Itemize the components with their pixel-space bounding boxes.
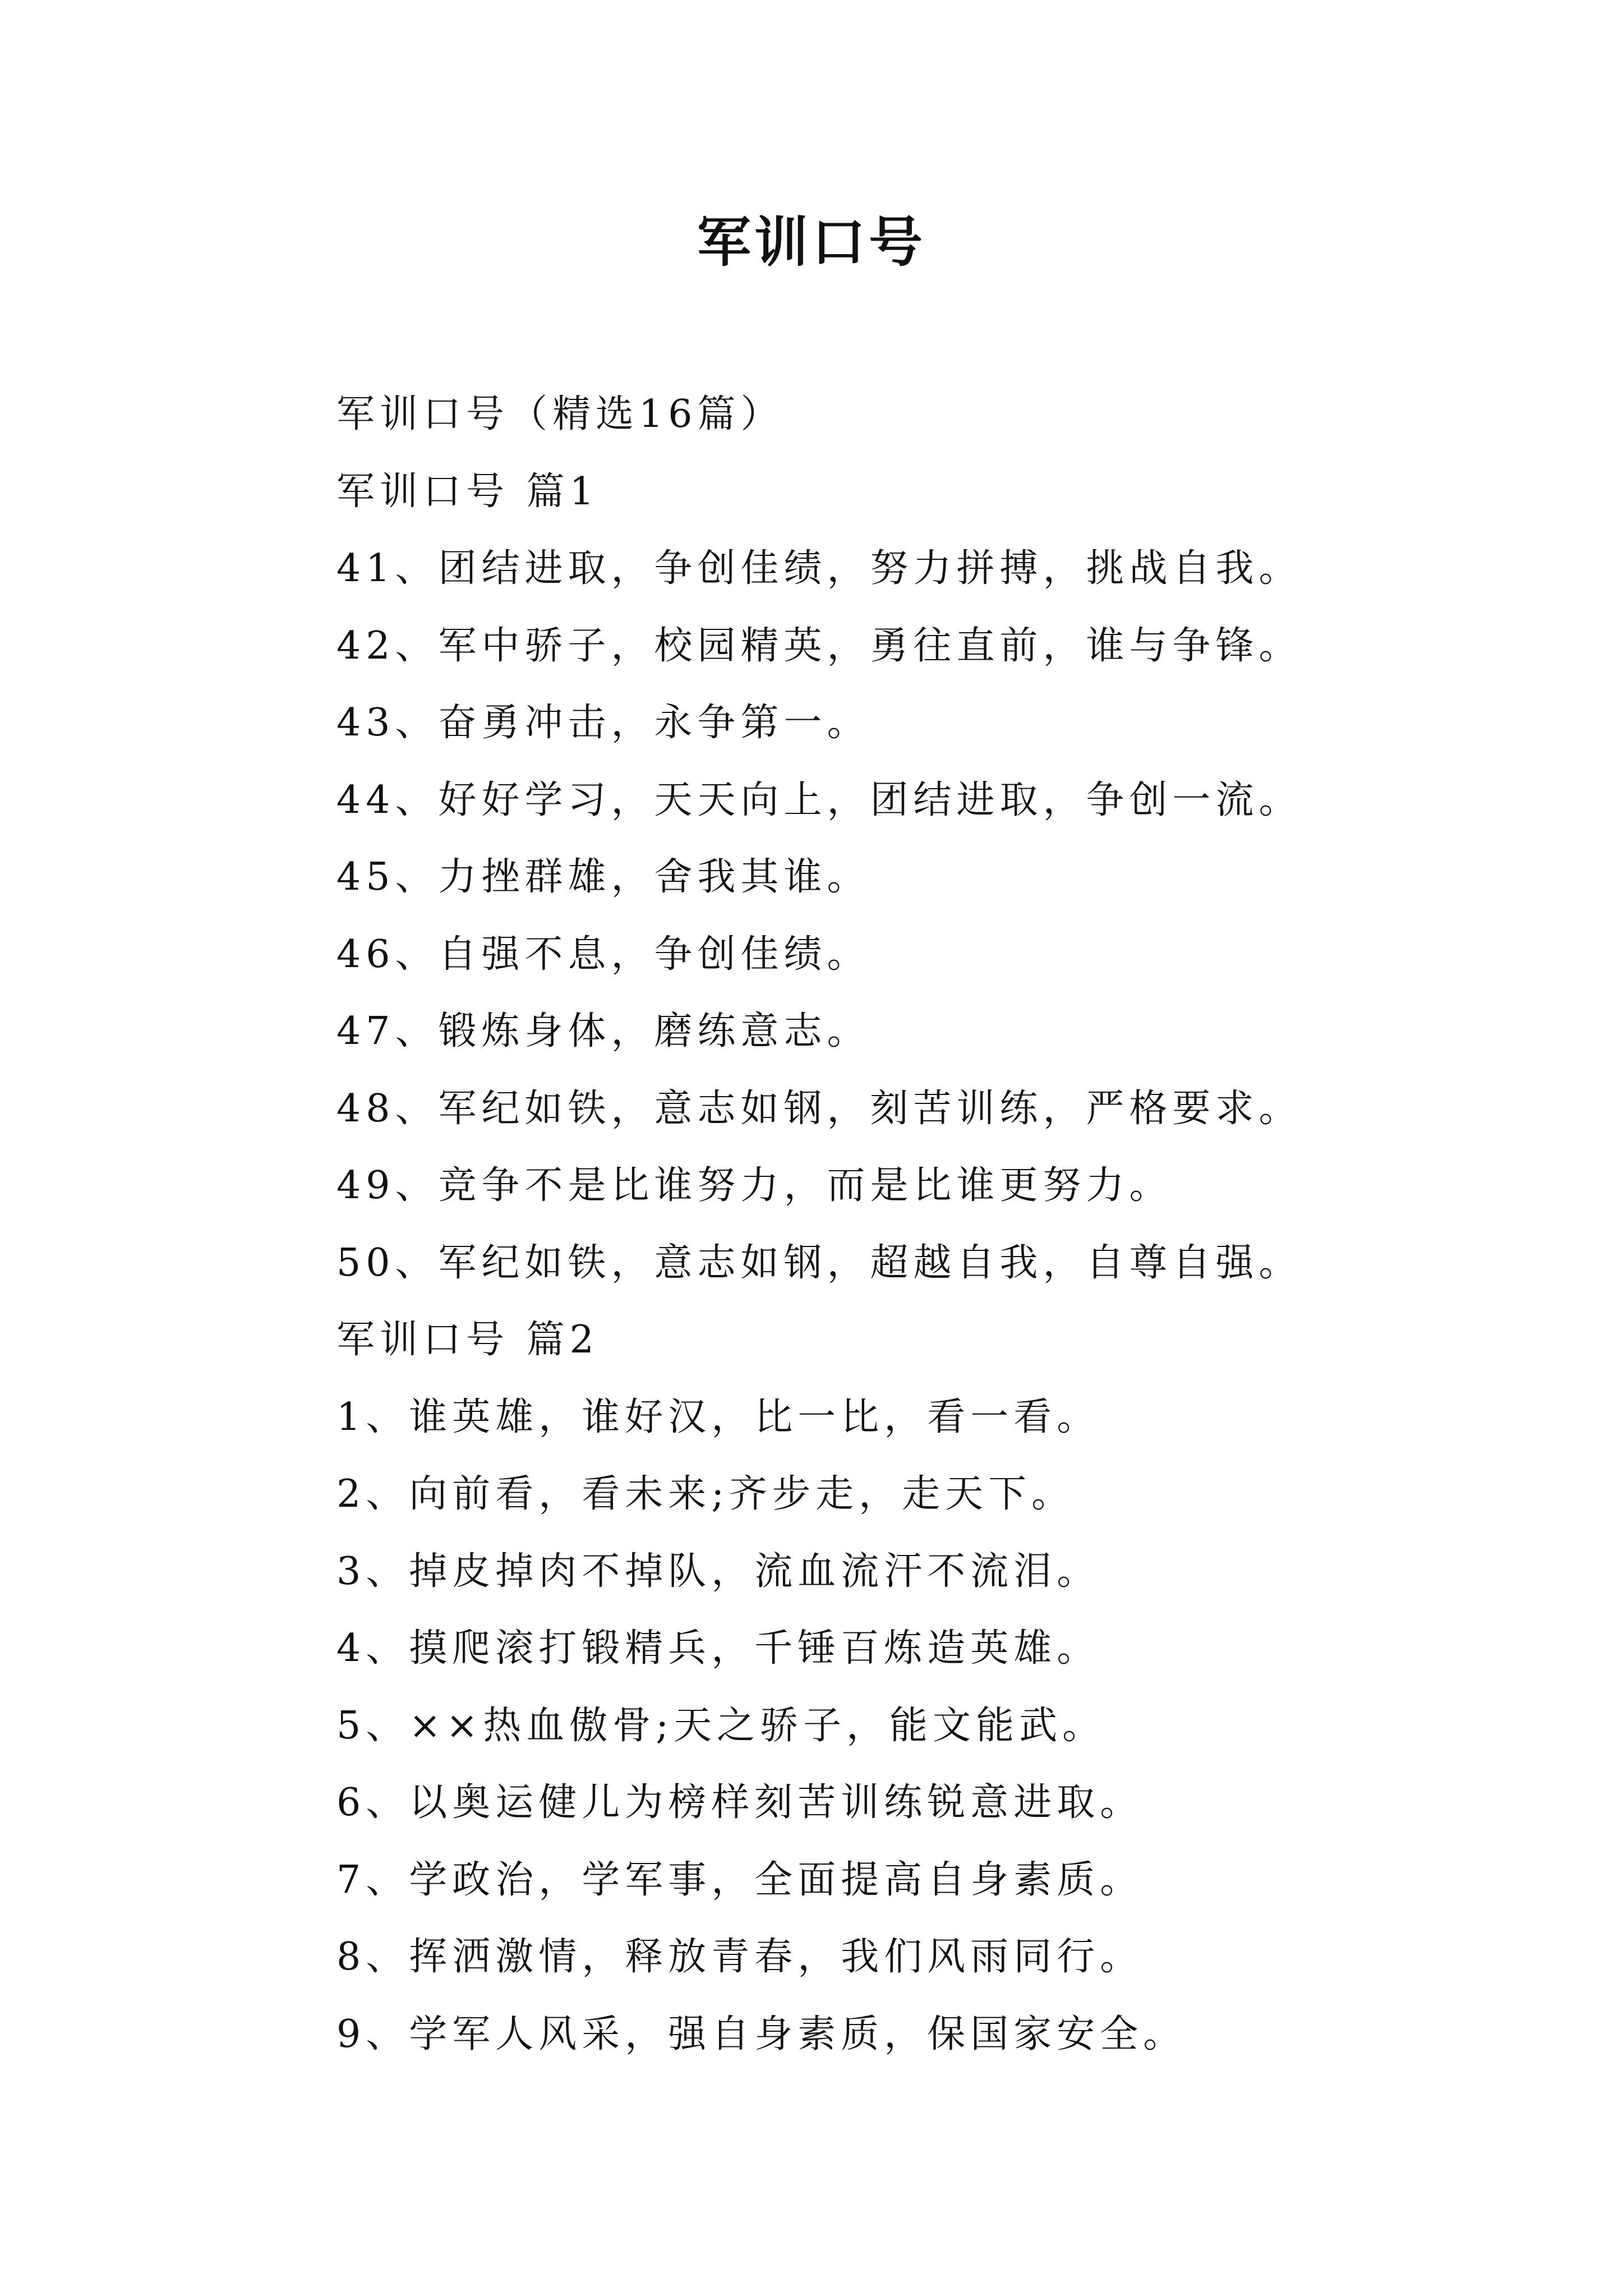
slogan-line: 7、学政治，学军事，全面提高自身素质。	[336, 1857, 1144, 1902]
slogan-line: 2、向前看，看未来;齐步走，走天下。	[336, 1472, 1075, 1516]
slogan-line: 48、军纪如铁，意志如钢，刻苦训练，严格要求。	[336, 1086, 1302, 1131]
slogan-line: 41、团结进取，争创佳绩，努力拼搏，挑战自我。	[336, 546, 1302, 591]
slogan-line: 5、××热血傲骨;天之骄子，能文能武。	[336, 1703, 1106, 1748]
subtitle-line: 军训口号（精选16篇）	[336, 392, 784, 436]
slogan-line: 50、军纪如铁，意志如钢，超越自我，自尊自强。	[336, 1240, 1302, 1285]
slogan-line: 47、锻炼身体，磨练意志。	[336, 1009, 870, 1053]
slogan-line: 9、学军人风采，强自身素质，保国家安全。	[336, 2012, 1187, 2056]
slogan-line: 6、以奥运健儿为榜样刻苦训练锐意进取。	[336, 1780, 1144, 1825]
slogan-line: 3、掉皮掉肉不掉队，流血流汗不流泪。	[336, 1549, 1100, 1594]
section-heading-1: 军训口号 篇1	[336, 469, 599, 514]
section-heading-2: 军训口号 篇2	[336, 1318, 599, 1362]
slogan-line: 1、谁英雄，谁好汉，比一比，看一看。	[336, 1395, 1100, 1439]
document-body	[336, 376, 1570, 2073]
slogan-line: 49、竞争不是比谁努力，而是比谁更努力。	[336, 1163, 1173, 1208]
slogan-line: 8、挥洒激情，释放青春，我们风雨同行。	[336, 1935, 1144, 1979]
document-title: 军训口号	[697, 210, 926, 274]
slogan-line: 45、力挫群雄，舍我其谁。	[336, 855, 870, 899]
slogan-line: 43、奋勇冲击，永争第一。	[336, 701, 870, 745]
slogan-line: 46、自强不息，争创佳绩。	[336, 932, 870, 977]
slogan-line: 42、军中骄子，校园精英，勇往直前，谁与争锋。	[336, 623, 1302, 668]
slogan-line: 44、好好学习，天天向上，团结进取，争创一流。	[336, 777, 1302, 822]
slogan-line: 4、摸爬滚打锻精兵，千锤百炼造英雄。	[336, 1626, 1100, 1671]
